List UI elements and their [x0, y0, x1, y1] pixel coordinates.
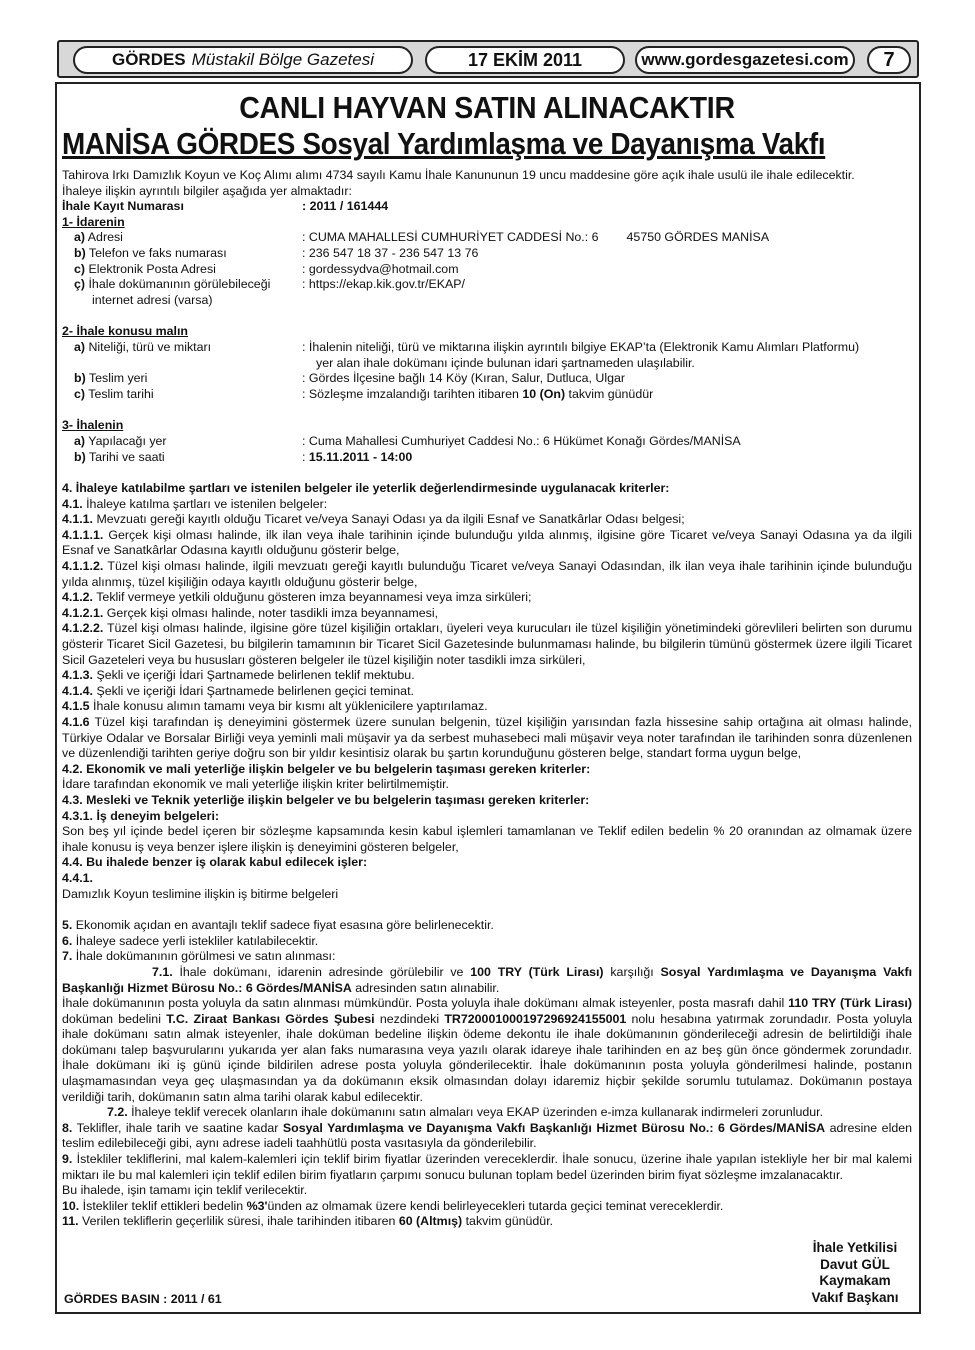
press-code: GÖRDES BASIN : 2011 / 61 — [64, 1292, 222, 1306]
info-row — [62, 434, 912, 450]
clause-7-2: 7.2. İhaleye teklif verecek olanların ihale dokümanını satın almaları veya EKAP üzerinden e-imza kullanarak indirmeleri zorunludur. — [107, 1105, 824, 1120]
list-item: 4.1.1.1. Gerçek kişi olması halinde, ilk ilan veya ihale tarihinin içinde bulunduğu yılda alınmış, ilgisine göre Ticaret ve/veya Sanayi Odasına ya da ilgili Esnaf ve Sanatkârlar Odasına kayıtlı olduğunu gösterir belge, — [62, 527, 912, 558]
item-label: Elektronik Posta Adresi — [88, 261, 216, 276]
subsection-title: 4.2. Ekonomik ve mali yeterliğe ilişkin belgeler ve bu belgelerin taşıması gereken kriterler: — [62, 761, 591, 776]
list-item: 4.1. İhaleye katılma şartları ve istenilen belgeler: — [62, 496, 328, 511]
nature-value: : İhalenin niteliği, türü ve miktarına ilişkin ayrıntılı bilgiye EKAP’ta (Elektronik Kamu Alımları Platformu) — [302, 339, 860, 354]
clause-9: 9. İstekliler tekliflerini, mal kalem-kalemleri için teklif birim fiyatlar üzerinden vereceklerdir. İhale sonucu, üzerine ihale yapılan istekliyle her bir mal kalemi miktarı ile bu mal kalemleri için teklif edilen birim fiyatların çarpımı sonucu bulunan toplam bedel üzerinden birim fiyat sözleşme imzalanacaktır. — [62, 1152, 912, 1182]
item-key: b) — [74, 449, 86, 464]
item-key: b) — [74, 371, 86, 386]
whole-work-note: Bu ihalede, işin tamamı için teklif verilecektir. — [62, 1183, 308, 1198]
website-link[interactable]: www.gordesgazetesi.com — [635, 46, 855, 74]
list-item: 4.1.5 İhale konusu alımın tamamı veya bir kısmı alt yüklenicilere yaptırılamaz. — [62, 699, 488, 714]
subsection-title: 4.4. Bu ihalede benzer iş olarak kabul edilecek işler: — [62, 855, 368, 870]
item-key: a) — [74, 230, 86, 245]
info-row — [62, 230, 912, 246]
list-item: 4.1.6 Tüzel kişi tarafından iş deneyimini göstermek üzere sunulan belgenin, tüzel kişiliğin yarısından fazla hissesine sahip ortağına ait olması halinde, Türkiye Odalar ve Borsalar Birliği veya yeminli mali müşavir ya da serbest muhasebeci mali müşavir veya noter tarafından ile tarihinden sonra düzenlenen ve düzenlendiği tarihten geriye doğru son bir yıldır kesintisiz olarak bu şartın korunduğunu gösteren belge, standart forma uygun belge, — [62, 715, 912, 761]
list-item: 4.1.2.1. Gerçek kişi olması halinde, noter tasdikli imza beyannamesi, — [62, 605, 439, 620]
address-value: : CUMA MAHALLESİ CUMHURİYET CADDESİ No.: 6 — [302, 230, 599, 245]
item-key: c) — [74, 261, 86, 276]
info-row — [62, 277, 912, 308]
registry-value: : 2011 / 161444 — [302, 199, 389, 214]
ekap-url[interactable]: : https://ekap.kik.gov.tr/EKAP/ — [302, 277, 465, 292]
list-item: 4.1.1.2. Tüzel kişi olması halinde, ilgili mevzuatı gereği kayıtlı bulunduğu Ticaret ve/veya Sanayi Odasından, ilk ilan veya ihale tarihinin içinde bulunduğu yılda alınmış, tüzel kişiliğin odaya kayıtlı olduğunu gösterir belge, — [62, 559, 912, 589]
clause-6: 6. İhaleye sadece yerli istekliler katılabilecektir. — [62, 933, 319, 948]
signature-name: Davut GÜL — [820, 1256, 890, 1272]
list-item: 4.1.2.2. Tüzel kişi olması halinde, ilgisine göre tüzel kişiliğin ortakları, üyeleri veya kurucuları ile tüzel kişiliğin yönetimindeki görevlileri belirten son durumu gösterir Ticaret Sicil Gazetesi, bu bilgilerin tamamının bir Ticaret Sicil Gazetesinde bulunmaması halinde, bu bilgilerin tümünü göstermek üzere ilgili Ticaret Sicil Gazeteleri veya bu hususları gösteren belgeler ile tüzel kişiliğin noter tasdikli imza sirküleri, — [62, 621, 912, 667]
section-1-title: 1- İdarenin — [62, 214, 125, 229]
clause-8: 8. Teklifler, ihale tarih ve saatine kadar Sosyal Yardımlaşma ve Dayanışma Vakfı Başkanlığı Hizmet Bürosu No.: 6 Gördes/MANİSA adresine elden teslim edilebileceği gibi, aynı adrese iadeli taahhütlü posta vasıtasıyla da gönderilebilir. — [62, 1120, 912, 1151]
nature-value: yer alan ihale dokümanı içinde bulunan idari şartnameden ulaşılabilir. — [316, 355, 695, 370]
subsection-title: 4.3. Mesleki ve Teknik yeterliğe ilişkin belgeler ve bu belgelerin taşıması gereken kriterler: — [62, 792, 590, 807]
tender-place: : Cuma Mahallesi Cumhuriyet Caddesi No.: 6 Hükümet Konağı Gördes/MANİSA — [302, 433, 741, 448]
item-label: internet adresi (varsa) — [92, 292, 213, 307]
subsection-text: Son beş yıl içinde bedel içeren bir sözleşme kapsamında kesin kabul işlemleri tamamlanan ve Teklif edilen bedelin % 20 oranından az olmamak üzere ihale konusu iş veya benzer işlere ilişkin iş deneyimini gösteren belgeler, — [62, 824, 912, 854]
item-label: Niteliği, türü ve miktarı — [88, 339, 212, 354]
intro-line: İhaleye ilişkin ayrıntılı bilgiler aşağıda yer almaktadır: — [62, 183, 352, 198]
org-title: MANİSA GÖRDES Sosyal Yardımlaşma ve Dayanışma Vakfı — [62, 126, 826, 161]
subsection-title: 4.3.1. İş deneyim belgeleri: — [62, 808, 220, 823]
section-4-title: 4. İhaleye katılabilme şartları ve istenilen belgeler ile yeterlik değerlendirmesinde uygulanacak kriterler: — [62, 481, 670, 496]
item-key: ç) — [74, 277, 86, 292]
item-key: a) — [74, 339, 86, 354]
item-key: c) — [74, 386, 86, 401]
info-row — [62, 340, 912, 371]
subsection-text: Damızlık Koyun teslimine ilişkin iş bitirme belgeleri — [62, 886, 339, 901]
list-item: 4.1.1. Mevzuatı gereği kayıtlı olduğu Ticaret ve/veya Sanayi Odası ya da ilgili Esnaf ve Sanatkârlar Odası belgesi; — [62, 512, 685, 527]
phone-value: : 236 547 18 37 - 236 547 13 76 — [302, 245, 479, 260]
clause-5: 5. Ekonomik açıdan en avantajlı teklif sadece fiyat esasına göre belirlenecektir. — [62, 918, 494, 933]
subsection-title: 4.4.1. — [62, 870, 94, 885]
paper-name-pill — [73, 46, 413, 74]
signature-role: Kaymakam — [819, 1273, 891, 1288]
page-number: 7 — [867, 46, 911, 74]
address-city: 45750 GÖRDES MANİSA — [626, 230, 770, 245]
tender-datetime: : 15.11.2011 - 14:00 — [302, 449, 413, 464]
list-item: 4.1.2. Teklif vermeye yetkili olduğunu gösteren imza beyannamesi veya imza sirküleri; — [62, 590, 532, 605]
email-value[interactable]: : gordessydva@hotmail.com — [302, 261, 459, 276]
info-row — [62, 262, 912, 278]
issue-date: 17 EKİM 2011 — [425, 46, 625, 74]
paper-subtitle: Müstakil Bölge Gazetesi — [191, 50, 375, 69]
list-item: 4.1.3. Şekli ve içeriği İdari Şartnamede belirlenen teklif mektubu. — [62, 668, 415, 683]
subsection-text: İdare tarafından ekonomik ve mali yeterliğe ilişkin kriter belirtilmemiştir. — [62, 777, 450, 792]
item-label: Yapılacağı yer — [88, 433, 167, 448]
section-2-title: 2- İhale konusu malın — [62, 324, 188, 339]
info-row — [62, 371, 912, 387]
item-key: b) — [74, 245, 86, 260]
signature-role: Vakıf Başkanı — [811, 1289, 899, 1305]
section-3-title: 3- İhalenin — [62, 418, 124, 433]
clause-11: 11. Verilen tekliflerin geçerlilik süresi, ihale tarihinden itibaren 60 (Altmış) takvim günüdür. — [62, 1214, 554, 1229]
clause-10: 10. İstekliler teklif ettikleri bedelin %3'ünden az olmamak üzere kendi belirleyecekleri tutarda geçici teminat vereceklerdir. — [62, 1198, 724, 1213]
paper-name: GÖRDES — [111, 50, 186, 69]
info-row — [62, 450, 912, 466]
clause-7: 7. İhale dokümanının görülmesi ve satın alınması: — [62, 949, 336, 964]
item-label: Teslim yeri — [88, 371, 148, 386]
clause-7-1: 7.1. İhale dokümanı, idarenin adresinde görülebilir ve 100 TRY (Türk Lirası) karşılığı Sosyal Yardımlaşma ve Dayanışma Vakfı Başkanlığı Hizmet Bürosu No.: 6 Gördes/MANİSA adresinden satın alınabilir. — [62, 964, 913, 995]
item-label: İhale dokümanının görülebileceği — [88, 277, 271, 292]
info-row — [62, 246, 912, 262]
item-label: Adresi — [87, 230, 123, 245]
delivery-date: : Sözleşme imzalandığı tarihten itibaren 10 (On) takvim günüdür — [302, 386, 654, 401]
section-4-items — [62, 497, 912, 762]
registry-row — [62, 199, 912, 215]
item-label: Telefon ve faks numarası — [88, 245, 227, 260]
item-key: a) — [74, 433, 86, 448]
masthead — [57, 40, 919, 78]
main-title: CANLI HAYVAN SATIN ALINACAKTIR — [239, 90, 735, 125]
list-item: 4.1.4. Şekli ve içeriği İdari Şartnamede belirlenen geçici teminat. — [62, 683, 414, 698]
signature-block — [790, 1240, 920, 1306]
signature-title: İhale Yetkilisi — [812, 1240, 898, 1255]
tender-notice — [62, 88, 912, 1230]
intro-line: Tahirova Irkı Damızlık Koyun ve Koç Alımı alımı 4734 sayılı Kamu İhale Kanununun 19 uncu maddesine göre açık ihale usulü ile ihale edilecektir. — [62, 168, 855, 182]
item-label: Tarihi ve saati — [88, 449, 165, 464]
item-label: Teslim tarihi — [88, 386, 154, 401]
delivery-place: : Gördes İlçesine bağlı 14 Köy (Kıran, Salur, Dutluca, Ulgar — [302, 371, 626, 386]
registry-label: İhale Kayıt Numarası — [62, 199, 184, 214]
info-row — [62, 387, 912, 403]
postal-purchase: İhale dokümanının posta yoluyla da satın alınması mümkündür. Posta yoluyla ihale dokümanı almak isteyenler, posta masrafı dahil 110 TRY (Türk Lirası) doküman bedelini T.C. Ziraat Bankası Gördes Şubesi nezdindeki TR720001000197296924155001 nolu hesabına yatırmak zorundadır. Posta yoluyla ihale dokümanı satın almak isteyenler, ihale doküman bedeline ilişkin ödeme dekontu ile ihale dokümanının gönderileceği adresin de belirtildiği ihale dokümanı talep başvurularını yukarıda yer alan faks numarasına veya yazılı olarak idareye ihale tarihinden en az beş gün önce göndermek zorundadır. İhale dokümanı iki iş günü içinde bildirilen adrese posta yoluyla gönderilecektir. İhale dokümanının posta yoluyla gönderilmesi halinde, postanın ulaşmamasından veya geç ulaşmasından ya da dokümanın eksik olmasından dolayı idaremiz hiçbir şekilde sorumlu tutulamaz. Dokümanın postaya verildiği tarih, dokümanın satın alma tarihi olarak kabul edilecektir. — [62, 996, 913, 1104]
